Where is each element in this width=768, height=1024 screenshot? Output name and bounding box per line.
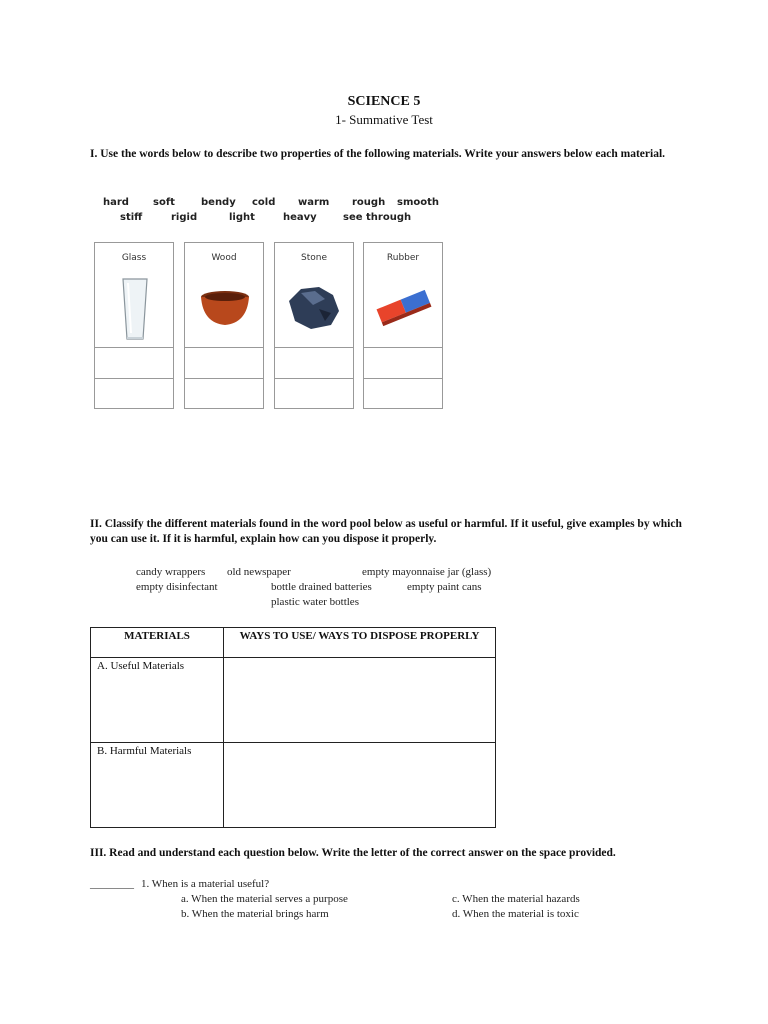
pool-word: empty disinfectant xyxy=(136,581,218,593)
card-label: Glass xyxy=(121,253,147,263)
choice-a: a. When the material serves a purpose xyxy=(181,893,348,905)
card-glass xyxy=(94,242,174,409)
word-see-through: see through xyxy=(343,212,412,223)
pool-word: candy wrappers xyxy=(136,566,206,578)
word-bendy: bendy xyxy=(201,197,236,208)
choice-b: b. When the material brings harm xyxy=(181,908,329,920)
card-label: Wood xyxy=(211,253,237,263)
card-label: Stone xyxy=(301,253,327,263)
answer-cell-2[interactable] xyxy=(275,378,353,410)
word-light: light xyxy=(229,212,255,223)
answer-blank[interactable]: ________ xyxy=(90,878,134,890)
answer-cell-useful[interactable] xyxy=(224,658,496,743)
pool-word: plastic water bottles xyxy=(271,596,359,608)
pool-word: bottle drained batteries xyxy=(271,581,372,593)
pool-word: old newspaper xyxy=(227,566,291,578)
answer-cell-1[interactable] xyxy=(95,347,173,379)
answer-cell-2[interactable] xyxy=(185,378,263,410)
row-label-useful: A. Useful Materials xyxy=(91,658,224,743)
wooden-bowl-icon xyxy=(185,271,263,345)
word-smooth: smooth xyxy=(397,197,440,208)
table-header-ways: WAYS TO USE/ WAYS TO DISPOSE PROPERLY xyxy=(224,628,496,658)
answer-cell-1[interactable] xyxy=(364,347,442,379)
word-rough: rough xyxy=(352,197,386,208)
answer-cell-1[interactable] xyxy=(185,347,263,379)
pool-word: empty mayonnaise jar (glass) xyxy=(362,566,492,578)
answer-cell-1[interactable] xyxy=(275,347,353,379)
word-soft: soft xyxy=(153,197,175,208)
document-subtitle: 1- Summative Test xyxy=(335,112,433,127)
row-label-harmful: B. Harmful Materials xyxy=(91,743,224,828)
word-rigid: rigid xyxy=(171,212,198,223)
choice-c: c. When the material hazards xyxy=(452,893,580,905)
card-stone xyxy=(274,242,354,409)
document-title: SCIENCE 5 xyxy=(347,94,421,109)
question-1: 1. When is a material useful? xyxy=(141,878,270,890)
word-stiff: stiff xyxy=(120,212,143,223)
card-rubber xyxy=(363,242,443,409)
choice-d: d. When the material is toxic xyxy=(452,908,579,920)
part3-instruction: III. Read and understand each question below. Write the letter of the correct answer on the space provided. xyxy=(90,847,616,859)
card-wood xyxy=(184,242,264,409)
glass-icon xyxy=(95,271,173,345)
word-heavy: heavy xyxy=(283,212,317,223)
answer-cell-harmful[interactable] xyxy=(224,743,496,828)
pool-word: empty paint cans xyxy=(407,581,482,593)
card-label: Rubber xyxy=(386,253,420,263)
answer-cell-2[interactable] xyxy=(364,378,442,410)
stone-icon xyxy=(275,271,353,345)
table-header-materials: MATERIALS xyxy=(91,628,224,658)
answer-cell-2[interactable] xyxy=(95,378,173,410)
word-hard: hard xyxy=(103,197,129,208)
part2-instruction: II. Classify the different materials found in the word pool below as useful or harmful. If it useful, give examples by which you can use it. If it is harmful, explain how can you dispose it properly. xyxy=(90,518,682,545)
classification-table xyxy=(90,627,496,828)
word-warm: warm xyxy=(298,197,330,208)
eraser-icon xyxy=(364,271,442,345)
part1-instruction: I. Use the words below to describe two properties of the following materials. Write your answers below each material. xyxy=(90,148,666,160)
word-cold: cold xyxy=(252,197,276,208)
